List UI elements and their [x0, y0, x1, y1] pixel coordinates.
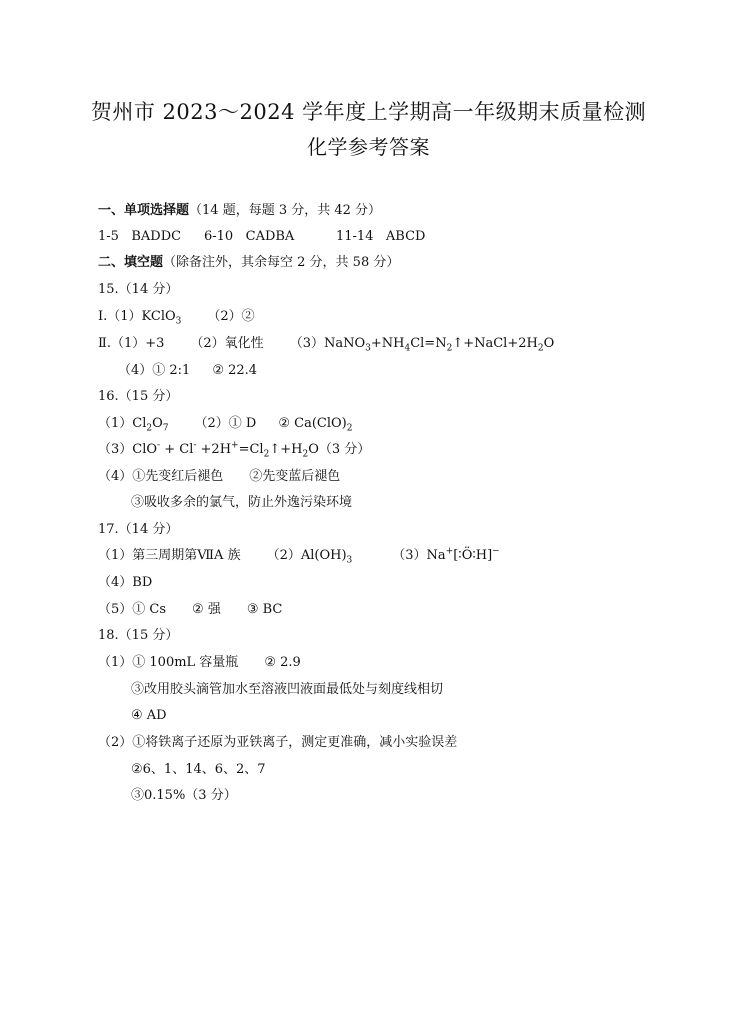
q17-line-3 [98, 601, 282, 619]
section-1-note: （14 题，每题 3 分，共 42 分） [189, 203, 382, 218]
q18-part-text: （1）① 100mL 容量瓶 [98, 655, 239, 670]
q17-part-text: （1）第三周期第ⅦA 族 [98, 548, 241, 563]
q18-line-2: ③改用胶头滴管加水至溶液凹液面最低处与刻度线相切 [131, 682, 444, 697]
q16-line-3 [98, 468, 340, 486]
document-title: 贺州市 2023～2024 学年度上学期高一年级期末质量检测 [90, 100, 647, 124]
answer-range: 1-5 [98, 229, 119, 244]
subscript: 3 [365, 343, 371, 354]
subscript: 3 [175, 316, 182, 327]
q15-part-text: （2）氧化性 [190, 336, 264, 351]
subscript: 2 [346, 423, 353, 434]
q16-part-text: ② Ca(ClO) [278, 416, 347, 431]
answer-group [204, 228, 318, 246]
answer-value: ABCD [385, 229, 426, 244]
superscript: + [231, 440, 239, 451]
q16-line-2 [98, 441, 370, 459]
equation-text: =Cl [238, 442, 264, 457]
document-subtitle: 化学参考答案 [307, 135, 430, 159]
answer-group [336, 229, 425, 244]
q16-part-text: （4）①先变红后褪色 [98, 469, 224, 484]
q15-part-text: （4）① 2:1 [118, 363, 191, 378]
q15-part-text: Ⅱ.（1）+3 [98, 336, 165, 351]
superscript: - [193, 440, 197, 451]
answer-range: 6-10 [204, 229, 234, 244]
q18-line-3: ④ AD [131, 708, 167, 723]
q15-line-3 [118, 362, 257, 380]
equation-text: Cl=N [410, 336, 447, 351]
q17-line-1 [98, 547, 500, 565]
subscript: 2 [302, 449, 309, 460]
q15-line-2 [98, 335, 554, 353]
subscript: 7 [162, 423, 169, 434]
section-2-note: （除备注外，其余每空 2 分，共 58 分） [163, 255, 400, 270]
answer-value: BADDC [131, 229, 182, 244]
superscript: + [445, 546, 454, 557]
q17-part-text: ③ BC [246, 602, 283, 617]
q16-part-text: ②先变蓝后褪色 [249, 469, 341, 484]
section-2-title: 二、填空题 [98, 255, 164, 270]
q18-header: 18.（15 分） [98, 628, 179, 643]
equation-text: +NH [370, 336, 405, 351]
subscript: 2 [537, 343, 544, 354]
q18-line-4: （2）①将铁离子还原为亚铁离子，测定更准确，减小实验误差 [98, 735, 458, 750]
q16-part-text: （2）① D [194, 416, 257, 431]
equation-text: （3）NaNO [289, 336, 366, 351]
q15-line-1 [98, 308, 255, 326]
q16-line-4: ③吸收多余的氯气，防止外逸污染环境 [131, 495, 353, 510]
q15-part-text: （2）② [207, 309, 255, 324]
q17-part-text: （3）Na [392, 548, 446, 563]
q18-line-6: ③0.15%（3 分） [131, 788, 237, 803]
equation-text: （3）ClO [98, 442, 158, 457]
superscript: − [492, 546, 500, 557]
subscript: 3 [346, 555, 353, 566]
equation-text: + Cl [160, 442, 194, 457]
answer-value: CADBA [245, 229, 295, 244]
equation-text: ↑+H [269, 442, 303, 457]
subscript: 2 [446, 343, 453, 354]
section-2-heading [98, 254, 399, 272]
electron-formula: [∶Ö∶H] [453, 548, 493, 563]
q16-line-1 [98, 415, 352, 433]
equation-text: O（3 分） [308, 442, 371, 457]
equation-text: ↑+NaCl+2H [452, 336, 538, 351]
q17-part-text: ② 强 [192, 602, 221, 617]
subscript: 2 [146, 423, 153, 434]
answer-range: 11-14 [336, 229, 374, 244]
q15-part-text: ② 22.4 [212, 363, 258, 378]
subscript: 4 [404, 343, 411, 354]
section-1-title: 一、单项选择题 [98, 203, 190, 218]
answer-group [98, 228, 204, 246]
q17-line-2: （4）BD [98, 575, 153, 590]
choice-answers-row [98, 228, 425, 246]
equation-text: +2H [196, 442, 232, 457]
section-1-heading [98, 202, 381, 220]
q16-header: 16.（15 分） [98, 389, 179, 404]
equation-text: O [543, 336, 555, 351]
q18-line-5: ②6、1、14、6、2、7 [131, 762, 266, 777]
superscript: - [157, 440, 161, 451]
subscript: 2 [263, 449, 270, 460]
q17-part-text: （2）Al(OH) [266, 548, 347, 563]
q16-part-text: （1）Cl [98, 416, 147, 431]
q17-header: 17.（14 分） [98, 522, 179, 537]
q18-part-text: ② 2.9 [264, 655, 301, 670]
q15-part-text: Ⅰ.（1）KClO [98, 309, 176, 324]
q16-part-text: O [152, 416, 163, 431]
q17-part-text: （5）① Cs [98, 602, 167, 617]
q15-header: 15.（14 分） [98, 282, 179, 297]
q18-line-1 [98, 654, 301, 672]
